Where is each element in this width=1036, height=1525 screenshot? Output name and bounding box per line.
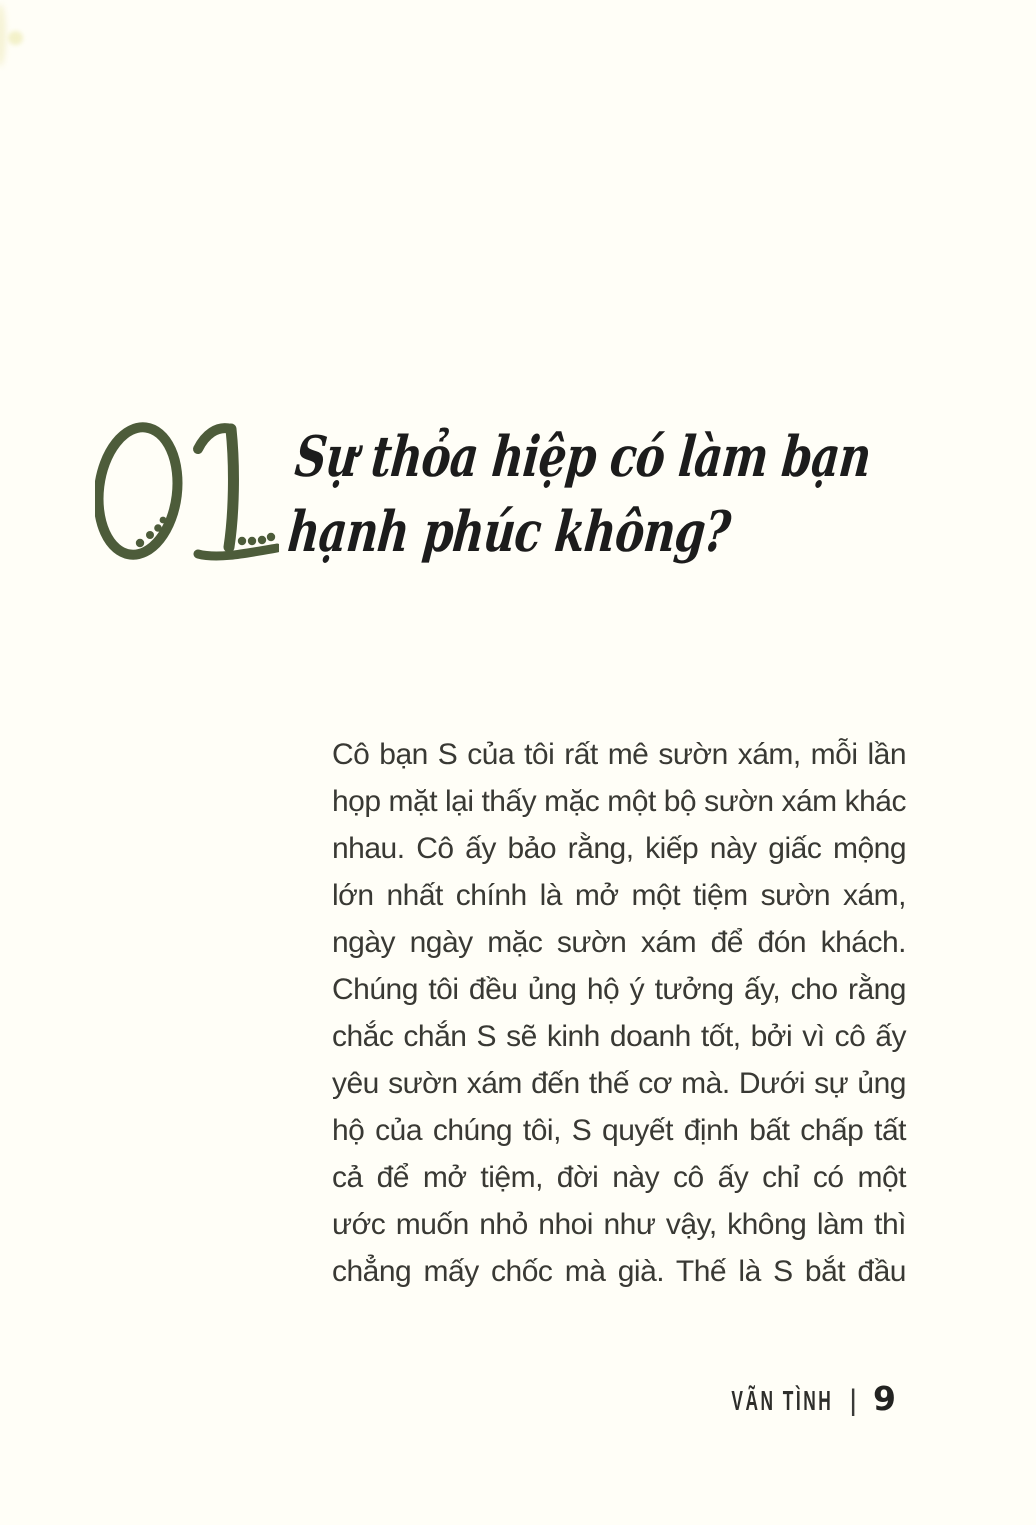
page-footer (669, 1379, 896, 1418)
body-line: lớn nhất chính là mở một tiệm sườn xám, (332, 879, 906, 912)
body-line: họp mặt lại thấy mặc một bộ sườn xám khác (332, 785, 906, 818)
body-line: hộ của chúng tôi, S quyết định bất chấp tất (332, 1114, 906, 1147)
body-line: Chúng tôi đều ủng hộ ý tưởng ấy, cho rằng (332, 973, 906, 1006)
body-line: ước muốn nhỏ nhoi như vậy, không làm thì (332, 1208, 906, 1241)
body-line: nhau. Cô ấy bảo rằng, kiếp này giấc mộng (332, 832, 906, 865)
body-line: chẳng mấy chốc mà già. Thế là S bắt đầu (332, 1255, 906, 1288)
digit-zero-dot (154, 524, 162, 532)
digit-one-dot (238, 537, 246, 545)
digit-one-base (198, 548, 277, 556)
footer-separator: | (849, 1384, 858, 1417)
digit-zero-dot (146, 531, 154, 539)
digit-one-stem (229, 429, 233, 547)
body-line: chắc chắn S sẽ kinh doanh tốt, bởi vì cô ấy (332, 1020, 906, 1053)
scan-smudge-strip (0, 4, 6, 66)
body-line: yêu sườn xám đến thế cơ mà. Dưới sự ủng (332, 1067, 906, 1100)
body-line: cả để mở tiệm, đời này cô ấy chỉ có một (332, 1161, 906, 1194)
digit-zero-dot (136, 539, 144, 547)
author-name: VÃN TÌNH (731, 1385, 834, 1416)
chapter-title-line2: hạnh phúc không? (285, 499, 733, 565)
body-line: ngày ngày mặc sườn xám để đón khách. (332, 926, 906, 959)
page-number: 9 (873, 1379, 896, 1418)
chapter-title (285, 420, 874, 570)
digit-one-dot (248, 537, 256, 545)
digit-one-dot (267, 533, 275, 541)
scan-smudge-dot (8, 31, 23, 45)
digit-one-dot (258, 536, 266, 544)
chapter-number-graphic (95, 412, 279, 574)
chapter-title-line1: Sự thỏa hiệp có làm bạn (292, 424, 874, 490)
digit-zero (95, 423, 185, 560)
body-paragraph (332, 731, 906, 1295)
digit-zero-dot (160, 517, 167, 524)
body-line: Cô bạn S của tôi rất mê sườn xám, mỗi lần (332, 738, 906, 771)
